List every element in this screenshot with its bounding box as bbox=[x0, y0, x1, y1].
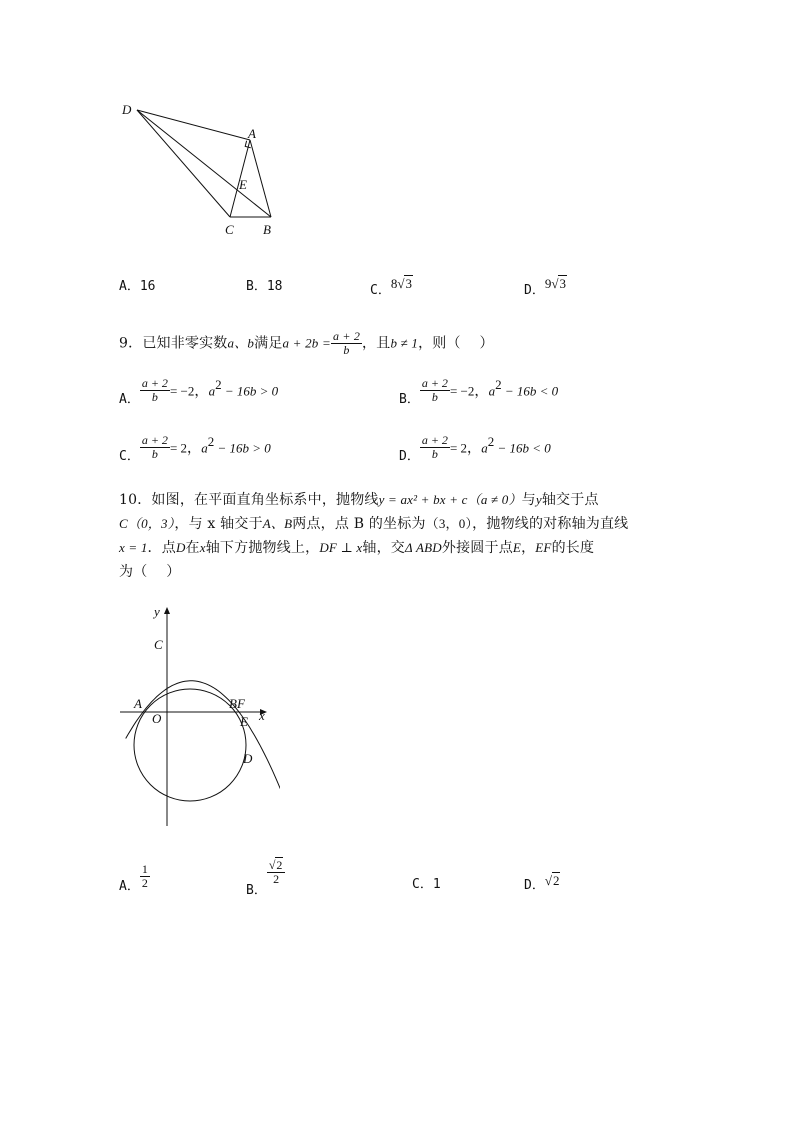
label-C: C bbox=[225, 222, 234, 237]
axis-label-x: x bbox=[259, 708, 265, 723]
q9-option-b[interactable]: $_{B.}$ $\frac{a + 2}{b}$ = −2，$a^2 - 16b < 0$ bbox=[399, 376, 559, 408]
label-C: C bbox=[154, 637, 163, 652]
q9-option-d[interactable]: $_{D.}$ $\frac{a + 2}{b}$ = 2，$a^2 - 16b < 0$ bbox=[399, 433, 551, 465]
label-B: B bbox=[263, 222, 271, 237]
q10-line-1: 10．如图，在平面直角坐标系中，抛物线y = ax² + bx + c（a ≠ 0）与y轴交于点 bbox=[119, 492, 599, 508]
label-D: D bbox=[122, 102, 132, 117]
segment-DA bbox=[137, 110, 250, 140]
q9-stem: 9．已知非零实数a、b满足a + 2b = $\frac{a + 2}{b}$ ，且b ≠ 1，则（ ） bbox=[119, 329, 494, 357]
q10-option-a[interactable]: A． $\frac{1}{2}$ bbox=[119, 862, 148, 894]
label-D: D bbox=[243, 751, 253, 766]
q9-option-c[interactable]: $_{C.}$ $\frac{a + 2}{b}$ = 2，$a^2 - 16b > 0$ bbox=[119, 433, 271, 465]
parabola-figure bbox=[110, 598, 280, 830]
label-A: A bbox=[248, 126, 256, 141]
label-A: A bbox=[134, 696, 142, 711]
segment-DC bbox=[137, 110, 230, 217]
sqrt-symbol: √2 bbox=[544, 873, 560, 888]
q9-option-a[interactable]: $_{A.}$ $\frac{a + 2}{b}$ = −2，$a^2 - 16b > 0$ bbox=[119, 376, 279, 408]
q10-line-3: x = 1．点D在x轴下方抛物线上，DF ⊥ x轴，交Δ ABD外接圆于点E，EF的长度 bbox=[119, 540, 595, 556]
axis-label-y: y bbox=[154, 604, 160, 619]
q10-option-d[interactable]: D．√2 bbox=[524, 873, 560, 893]
sqrt-symbol: √3 bbox=[397, 276, 412, 291]
q10-line-2: C（0，3），与 x 轴交于A、B两点，点 B 的坐标为（3，0），抛物线的对称轴为直线 bbox=[119, 516, 629, 532]
q9-fraction: $\frac{a + 2}{b}$ bbox=[332, 329, 361, 357]
q10-option-b[interactable]: B． $\frac{√2}{2}$ bbox=[246, 859, 285, 886]
q8-option-d[interactable]: D．9√3 bbox=[524, 276, 566, 298]
label-E: E bbox=[239, 177, 247, 192]
q10-option-c[interactable]: C．1 bbox=[412, 877, 441, 892]
sqrt-symbol: √3 bbox=[551, 276, 566, 291]
triangle-figure bbox=[110, 96, 300, 246]
label-O: O bbox=[152, 711, 162, 726]
segment-AB bbox=[250, 140, 271, 217]
sqrt-symbol: √2 bbox=[268, 858, 283, 872]
parabola-curve bbox=[126, 681, 280, 789]
q8-option-a[interactable]: A．16 bbox=[119, 279, 156, 294]
q8-option-b[interactable]: B．18 bbox=[246, 279, 283, 294]
q8-option-c[interactable]: C．8√3 bbox=[370, 276, 412, 298]
label-BF: BF bbox=[229, 696, 245, 711]
label-E: E bbox=[240, 714, 248, 729]
q10-line-4: 为（ ） bbox=[119, 564, 181, 580]
